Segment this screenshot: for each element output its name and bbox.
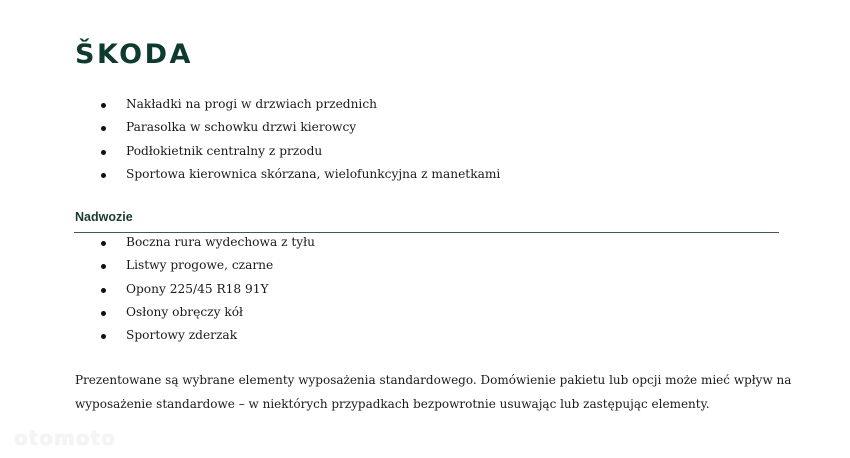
list-item-text: Listwy progowe, czarne	[126, 258, 274, 273]
watermark-logo: otomoto	[14, 426, 116, 450]
bullet-icon	[101, 103, 106, 108]
bullet-icon	[101, 150, 106, 155]
list-item-text: Osłony obręczy kół	[126, 304, 244, 319]
list-item	[0, 324, 315, 347]
interior-equipment-list	[0, 93, 500, 186]
bullet-icon	[101, 173, 106, 178]
body-equipment-list	[0, 231, 315, 347]
disclaimer-line-1: Prezentowane są wybrane elementy wyposażenia standardowego. Domówienie pakietu lub opcji może mieć wpływ na	[75, 373, 792, 387]
bullet-icon	[101, 264, 106, 269]
skoda-logo: ŠKODA	[75, 39, 193, 70]
bullet-icon	[101, 126, 106, 131]
list-item-text: Sportowy zderzak	[126, 328, 238, 343]
list-item	[0, 140, 500, 163]
list-item	[0, 254, 315, 277]
list-item	[0, 116, 500, 139]
disclaimer-line-2: wyposażenie standardowe – w niektórych przypadkach bezpowrotnie usuwając lub zastępując elementy.	[75, 396, 710, 411]
bullet-icon	[101, 288, 106, 293]
list-item-text: Opony 225/45 R18 91Y	[126, 281, 269, 296]
list-item-text: Sportowa kierownica skórzana, wielofunkcyjna z manetkami	[126, 166, 501, 181]
list-item-text: Parasolka w schowku drzwi kierowcy	[126, 120, 357, 135]
list-item-text: Podłokietnik centralny z przodu	[126, 143, 323, 158]
bullet-icon	[101, 334, 106, 339]
list-item-text: Boczna rura wydechowa z tyłu	[126, 235, 315, 249]
bullet-icon	[101, 311, 106, 316]
list-item	[0, 278, 315, 301]
list-item-text: Nakładki na progi w drzwiach przednich	[126, 97, 378, 111]
disclaimer-note	[75, 369, 792, 416]
list-item	[0, 301, 315, 324]
list-item	[0, 231, 315, 254]
section-title-nadwozie: Nadwozie	[75, 210, 133, 224]
bullet-icon	[101, 241, 106, 246]
list-item	[0, 93, 500, 116]
list-item	[0, 163, 500, 186]
